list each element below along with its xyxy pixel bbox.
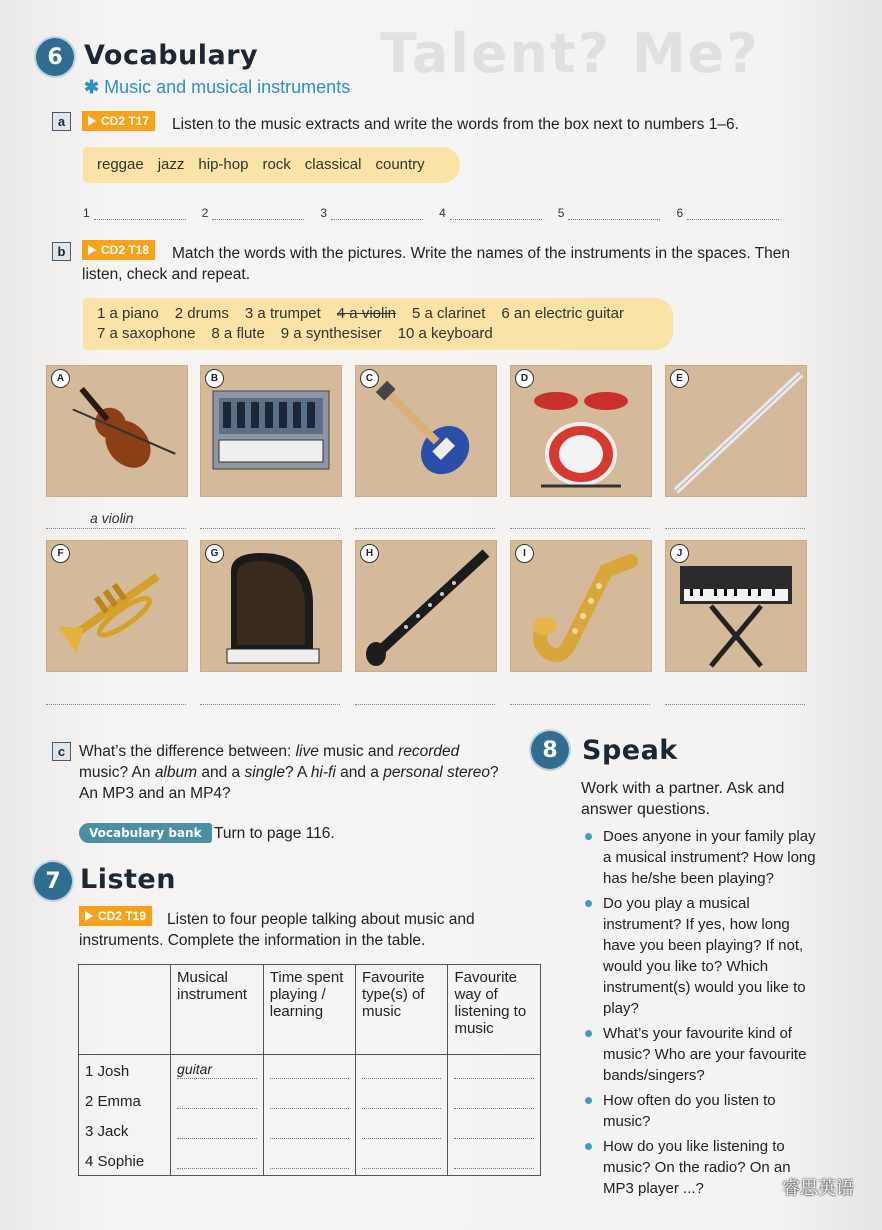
table-row [79,1085,541,1115]
table-row [79,1115,541,1145]
instrument-word: 4 a violin [336,305,396,322]
genre-answer-blanks [83,206,803,220]
table-row [79,1055,541,1086]
instrument-picture [355,540,497,672]
instrument-word: 8 a flute [211,325,265,342]
blank-number: 1 [83,206,90,220]
person-name: 4 Sophie [79,1145,171,1176]
instrument-answer-line[interactable] [355,686,495,705]
speaking-question: Does anyone in your family play a musical instrument? How long has he/she been playing? [583,826,823,889]
blank-number: 5 [557,206,565,220]
section-8-title: Speak [582,735,678,766]
genre-word: rock [262,156,291,173]
table-header: Musical instrument [171,965,264,1055]
genre-blank[interactable] [83,206,186,220]
genre-word: reggae [97,156,144,173]
instrument-picture [200,365,342,497]
instrument-picture [665,540,807,672]
instrument-word: 5 a clarinet [412,305,486,322]
answer-blank[interactable]: guitar [177,1061,257,1079]
answer-blank[interactable] [177,1091,257,1109]
genre-word-box [83,147,460,183]
genre-word: jazz [157,156,185,173]
instrument-answer-line[interactable] [510,510,650,529]
instrument-answer-line[interactable] [46,686,186,705]
asterisk-icon: ✱ [84,77,100,97]
drums-icon [511,366,651,496]
person-name: 1 Josh [79,1055,171,1086]
picture-letter: H [360,544,379,563]
instrument-word: 2 drums [174,305,229,322]
blank-number: 2 [201,206,209,220]
answer-blank[interactable] [270,1151,349,1169]
instrument-picture [46,365,188,497]
synthesiser-icon [201,366,341,496]
answer-blank[interactable] [362,1151,442,1169]
genre-blank[interactable] [558,206,661,220]
trumpet-icon [47,541,187,671]
cd-track-badge: CD2 T17 [82,111,155,131]
speaking-question: What’s your favourite kind of music? Who are your favourite bands/singers? [583,1023,823,1086]
section-7-title: Listen [80,864,176,895]
instrument-answer-line[interactable] [355,510,495,529]
listening-table [78,964,541,1176]
picture-letter: B [205,369,224,388]
saxophone-icon [511,541,651,671]
instrument-picture [510,365,652,497]
instrument-answer-line[interactable] [200,686,340,705]
answer-blank[interactable] [270,1091,349,1109]
speaking-question: How often do you listen to music? [583,1090,823,1132]
instrument-word: 7 a saxophone [97,325,196,342]
answer-blank[interactable] [454,1091,534,1109]
exercise-b-letter: b [52,242,71,261]
clarinet-icon [356,541,496,671]
genre-word: country [375,156,425,173]
instrument-picture [46,540,188,672]
answer-blank[interactable] [362,1121,442,1139]
speaking-questions [583,826,823,1203]
picture-letter: A [51,369,70,388]
section-7-number: 7 [34,862,72,900]
picture-letter: D [515,369,534,388]
exercise-a-letter: a [52,112,71,131]
answer-blank[interactable] [270,1061,349,1079]
genre-word: classical [304,156,362,173]
exercise-c-question: What’s the difference between: live music and recorded music? An album and a single? A hi-fi and a personal stereo? An MP3 and an MP4? [79,743,499,802]
section-6-title: Vocabulary [84,40,259,71]
instrument-word: 1 a piano [97,305,159,322]
answer-blank[interactable] [362,1061,442,1079]
answer-text: a violin [90,510,134,526]
instrument-answer-line[interactable] [665,510,805,529]
picture-letter: E [670,369,689,388]
instrument-picture [665,365,807,497]
genre-blank[interactable] [202,206,305,220]
vocabulary-bank-page-ref: Turn to page 116. [214,825,335,842]
picture-letter: G [205,544,224,563]
flute-icon [666,366,806,496]
exercise-b-instruction: Match the words with the pictures. Write the names of the instruments in the spaces. Then listen, check and repeat. [82,245,791,283]
genre-blank[interactable] [439,206,542,220]
section-7-instruction: Listen to four people talking about music and instruments. Complete the information in the table. [79,911,475,949]
speaking-question: Do you play a musical instrument? If yes, how long have you been playing? If not, would you like to? Which instrument(s) would you like to play? [583,893,823,1019]
instrument-answer-line[interactable] [200,510,340,529]
cd-track-badge: CD2 T18 [82,240,155,260]
picture-letter: C [360,369,379,388]
instrument-picture [200,540,342,672]
piano-icon [201,541,341,671]
person-name: 2 Emma [79,1085,171,1115]
table-header: Favourite type(s) of music [355,965,448,1055]
instrument-word: 6 an electric guitar [501,305,624,322]
exercise-a-instruction: Listen to the music extracts and write the words from the box next to numbers 1–6. [172,116,739,133]
instrument-picture [510,540,652,672]
answer-blank[interactable] [177,1151,257,1169]
electric-guitar-icon [356,366,496,496]
genre-word: hip-hop [198,156,249,173]
answer-blank[interactable] [454,1061,534,1079]
watermark: 睿思英语 [782,1178,854,1199]
picture-letter: F [51,544,70,563]
table-row [79,1145,541,1176]
person-name: 3 Jack [79,1115,171,1145]
blank-number: 6 [676,206,684,220]
instrument-answer-line[interactable] [46,510,186,529]
keyboard-icon [666,541,806,671]
answer-blank[interactable] [454,1151,534,1169]
section-6-subtitle: ✱ Music and musical instruments [84,77,351,97]
answer-blank[interactable] [454,1121,534,1139]
instrument-word: 3 a trumpet [244,305,321,322]
instrument-answer-line[interactable] [510,686,650,705]
blank-number: 3 [320,206,328,220]
background-heading: Talent? Me? [380,22,760,85]
vocabulary-bank-badge: Vocabulary bank [79,823,212,843]
picture-letter: J [670,544,689,563]
blank-number: 4 [439,206,446,220]
section-8-number: 8 [531,731,569,769]
cd-track-badge: CD2 T19 [79,906,152,926]
instrument-picture [355,365,497,497]
genre-blank[interactable] [676,206,779,220]
table-header: Favourite way of listening to music [448,965,541,1055]
answer-blank[interactable] [362,1091,442,1109]
instrument-word: 9 a synthesiser [280,325,382,342]
play-icon [88,116,96,126]
section-8-intro: Work with a partner. Ask and answer questions. [581,780,785,818]
table-header: Time spent playing / learning [263,965,355,1055]
section-6-number: 6 [36,38,74,76]
instrument-word-box [83,298,673,350]
picture-letter: I [515,544,534,563]
answer-blank[interactable] [177,1121,257,1139]
exercise-c-letter: c [52,742,71,761]
instrument-word: 10 a keyboard [397,325,493,342]
table-corner-cell [79,965,171,1055]
violin-icon [47,366,187,496]
answer-blank[interactable] [270,1121,349,1139]
instrument-answer-line[interactable] [665,686,805,705]
speaking-question: How do you like listening to music? On the radio? On an MP3 player ...? [583,1136,823,1199]
genre-blank[interactable] [320,206,423,220]
